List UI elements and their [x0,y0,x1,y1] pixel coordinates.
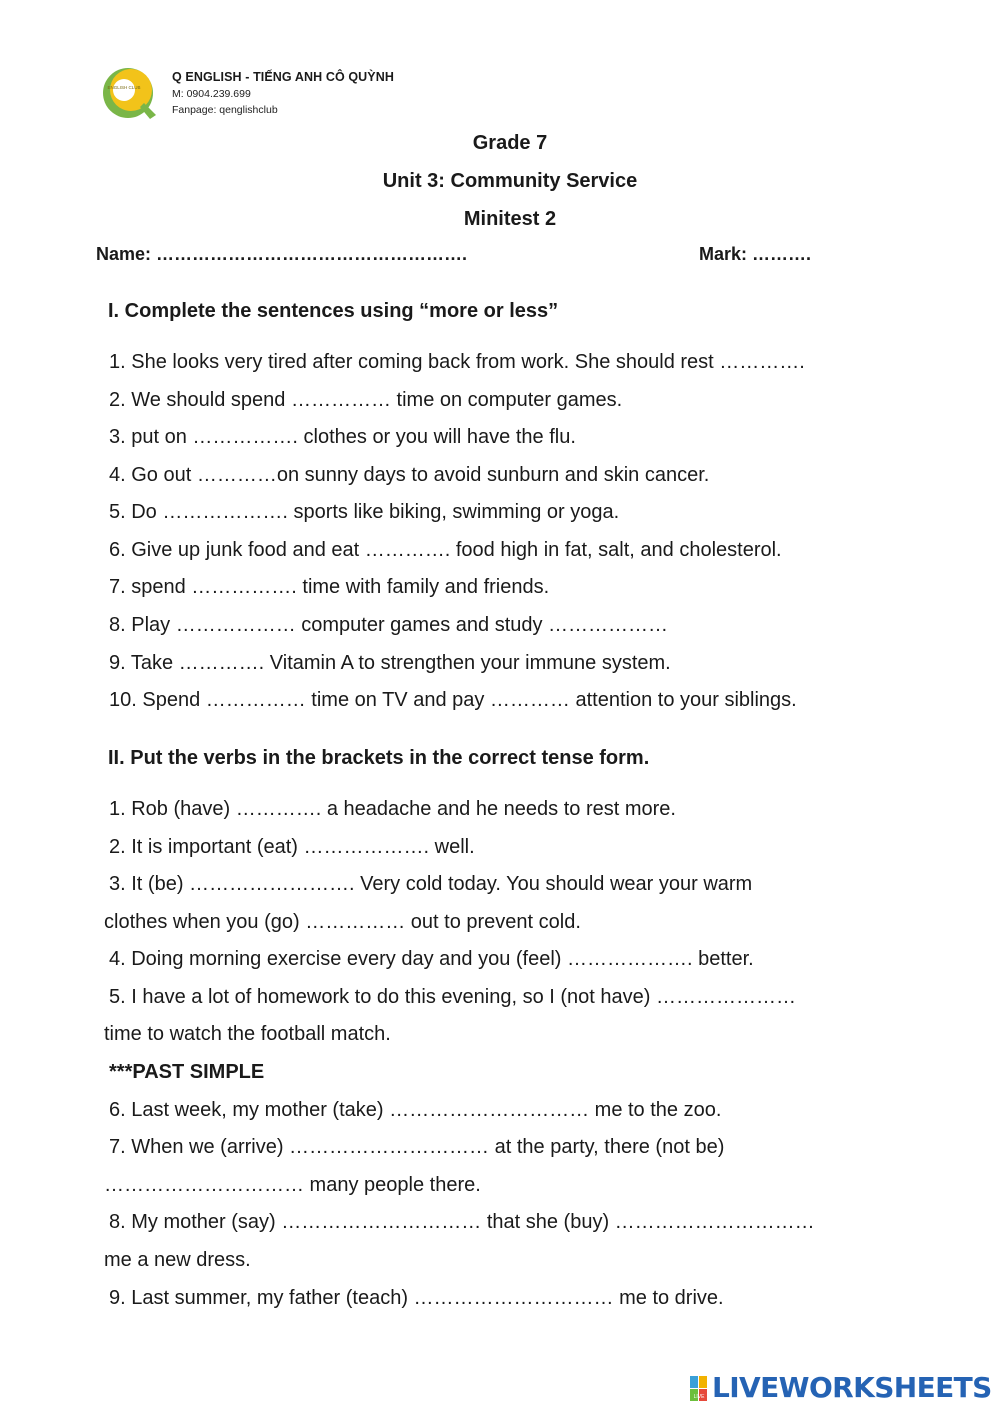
name-field: Name: ……………………………………………. [96,244,468,264]
brand-block [172,70,394,116]
section-2-line: time to watch the football match. [104,1023,391,1045]
section-1-item: 10. Spend …………… time on TV and pay ………… attention to your siblings. [109,689,797,711]
section-1-item: 4. Go out …………on sunny days to avoid sunburn and skin cancer. [109,464,710,486]
mark-field: Mark: ………. [699,244,812,264]
section-1-item: 8. Play ……………… computer games and study ……………… [109,614,669,636]
section-2-line: 4. Doing morning exercise every day and you (feel) ………………. better. [109,948,754,970]
past-simple-label: ***PAST SIMPLE [109,1061,265,1083]
section-1-item: 3. put on ……………. clothes or you will have the flu. [109,426,576,448]
section-2-line: 8. My mother (say) ………………………… that she (buy) ………………………… [109,1211,815,1233]
badge-letters: LIVE [693,1394,705,1400]
section-1-item: 2. We should spend …………… time on computer games. [109,389,623,411]
liveworksheets-text: LIVEWORKSHEETS [712,1371,992,1404]
liveworksheets-logo[interactable] [690,1370,990,1406]
section-2-line: 3. It (be) ……………………. Very cold today. You should wear your warm [109,873,753,895]
section-2-line: 6. Last week, my mother (take) ………………………… me to the zoo. [109,1099,722,1121]
section-1-heading: I. Complete the sentences using “more or less” [108,300,559,322]
brand-name: Q ENGLISH - TIẾNG ANH CÔ QUỲNH [172,70,394,84]
section-2-line: 2. It is important (eat) ………………. well. [109,836,475,858]
grade-title: Grade 7 [472,132,548,154]
section-1-item: 7. spend ……………. time with family and friends. [109,576,550,598]
test-title: Minitest 2 [463,208,557,230]
section-2-line: 9. Last summer, my father (teach) ………………………… me to drive. [109,1287,724,1309]
unit-title: Unit 3: Community Service [382,170,638,192]
section-2-line: me a new dress. [104,1249,251,1271]
section-1-item: 1. She looks very tired after coming back from work. She should rest …………. [109,351,805,373]
section-2-line: 1. Rob (have) …………. a headache and he needs to rest more. [109,798,676,820]
brand-phone: M: 0904.239.699 [172,88,251,100]
section-2-line: clothes when you (go) …………… out to prevent cold. [104,911,581,933]
section-2-line: ………………………… many people there. [104,1174,481,1196]
logo-text: ENGLISH CLUB [107,85,141,90]
q-english-logo [100,63,160,123]
section-1-item: 5. Do ………………. sports like biking, swimming or yoga. [109,501,620,523]
section-2-line: 5. I have a lot of homework to do this evening, so I (not have) ………………… [109,986,796,1008]
section-2-line: 7. When we (arrive) ………………………… at the party, there (not be) [109,1136,725,1158]
section-2-heading: II. Put the verbs in the brackets in the correct tense form. [108,747,650,769]
brand-fanpage: Fanpage: qenglishclub [172,104,278,116]
section-1-item: 6. Give up junk food and eat …………. food high in fat, salt, and cholesterol. [109,539,782,561]
section-1-item: 9. Take …………. Vitamin A to strengthen your immune system. [109,652,671,674]
live-badge-icon [690,1376,708,1402]
